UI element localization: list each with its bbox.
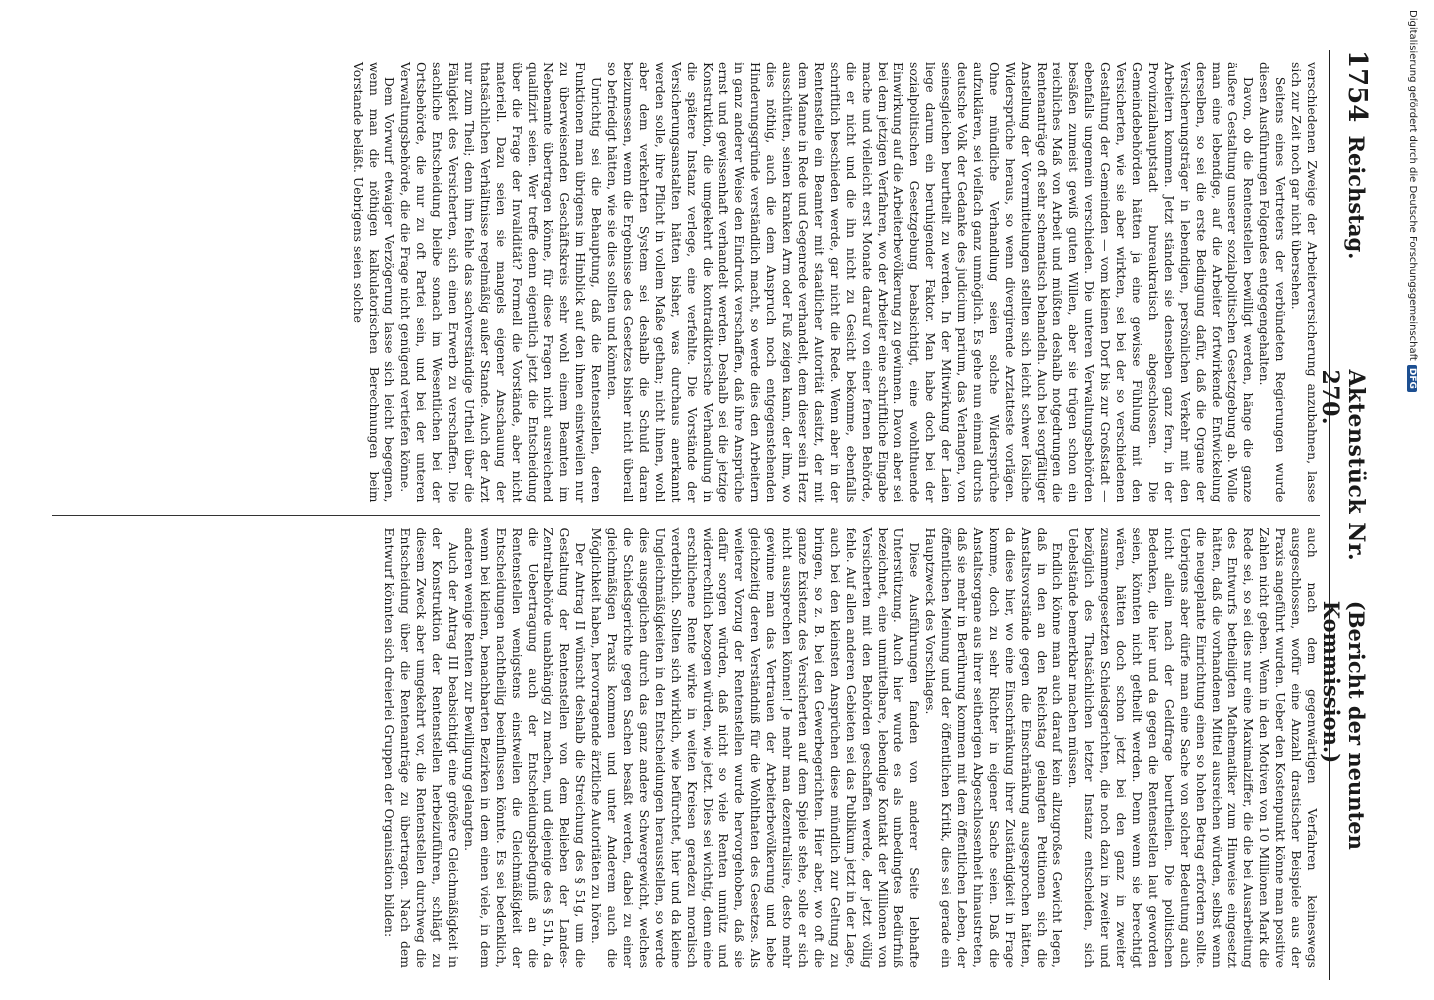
header-left-title: Reichstag.: [1344, 135, 1369, 260]
page: [52, 50, 1372, 980]
page-header: [1317, 50, 1372, 980]
paragraph: Dem Vorwurf etwaiger Verzögerung lasse sich leicht begegnen, wenn man die nöthigen kalkulatorischen Berechnungen beim Vorstande beläßt. Uebrigens seien solche: [350, 62, 398, 503]
digitization-note: [1407, 10, 1418, 392]
text-column-right: [52, 516, 1320, 981]
text-columns: [52, 50, 1320, 980]
paragraph: Davon, ob die Rentenstellen bewilligt werden, hänge die ganze äußere Gestaltung unserer sozialpolitischen Gesetzgebung ab. Wolle man eine lebendige, auf die Arbeiter fortwirkende Entwickelung derselben, so sei die erste Bedingung dafür, daß die Organe der Versicherungsträger in lebendigen, persönlichen Verkehr mit den Arbeitern kommen. Jetzt ständen sie denselben ganz fern, in der Provinzialhauptstadt bureaukratisch abgeschlossen. Die Gemeindebehörden hätten ja eine gewisse Fühlung mit den Versicherten, wie sie aber wirkten, sei bei der so verschiedenen Gestaltung der Gemeinden — vom kleinen Dorf bis zur Großstadt — ebenfalls ungemein verschieden. Die unteren Verwaltungsbehörden besäßen zumeist gewiß guten Willen, aber sie trügen schon ein reichliches Maß von Arbeit und müßten deshalb notgedrungen die Rentenanträge oft sehr schematisch behandeln. Auch bei sorgfältiger Anstellung der Vorermittelungen stellten sich leicht schwer lösliche Widersprüche heraus, so wenn divergirende Arztatteste vorlägen. Ohne mündliche Verhandlung seien solche Widersprüche aufzuklären, sei vielfach ganz unmöglich. Es gehe nun einmal durchs deutsche Volk der Gedanke des judicium parium, das Verlangen, von seinesgleichen beurtheilt zu werden. In der Mitwirkung der Laien liege darum ein beruhigender Faktor. Man habe doch bei der sozialpolitischen Gesetzgebung beabsichtigt, eine wohlthuende Einwirkung auf die Arbeiterbevölkerung zu gewinnen. Davon aber sei bei dem jetzigen Verfahren, wo der Arbeiter eine schriftliche Eingabe mache und vielleicht erst Monate darauf von einer fernen Behörde, die er nicht und die ihn nicht zu Gesicht bekomme, ebenfalls schriftlich beschieden werde, gar nicht die Rede. Wenn aber in der Rentenstelle ein Beamter mit staatlicher Autorität dasitzt, der mit dem Manne in Rede und Gegenrede verhandelt, dem dieser sein Herz ausschütten, seinen kranken Arm oder Fuß zeigen kann, der ihm, wo dies nöthig, auch die dem Anspruch noch entgegenstehenden Hinderungsgründe verständlich macht, so werde dies den Arbeitern in ganz anderer Weise den Eindruck verschaffen, daß ihre Ansprüche ernst und gewissenhaft verhandelt werden. Deshalb sei die jetzige Konstruktion, die umgekehrt die kontradiktorische Verhandlung in die spätere Instanz verlege, eine verfehlte. Die Vorstände der Versicherungsanstalten hätten bisher, was durchaus anerkannt werden solle, ihre Pflicht in vollem Maße gethan; nicht ihnen, wohl aber dem verkehrten System sei deshalb die Schuld daran beizumessen, wenn die Ergebnisse des Gesetzes bisher nicht überall so befriedigt hätten, wie sie dies sollten und könnten.: [605, 62, 1257, 503]
header-rule: [1329, 50, 1330, 980]
paragraph: Auch der Antrag III beabsichtigt eine größere Gleichmäßigkeit in der Konstruktion der Rentenstellen herbeizuführen, schlägt zu diesem Zweck aber umgekehrt vor, die Rentenstellen durchweg die Entscheidung über die Rentenanträge zu übertragen. Nach dem Entwurf könnten sich dreierlei Gruppen der Organisation bilden:: [382, 527, 462, 968]
header-center-title: Aktenstück Nr. 270.: [1317, 369, 1369, 562]
digitization-note-text: Digitalisierung gefördert durch die Deutsche Forschungsgemeinschaft: [1407, 10, 1418, 361]
page-number: 1754: [1342, 50, 1372, 123]
paragraph: auch nach dem gegenwärtigen Verfahren keineswegs ausgeschlossen, wofür eine Anzahl drastischer Beispiele aus der Praxis angeführt wurden. Ueber den Kostenpunkt könne man positive Zahlen nicht geben. Wenn in den Motiven von 10 Millionen Mark die Rede sei, so sei dies nur eine Maximalziffer, die die bei Ausarbeitung des Entwurfs betheiligten Mathematiker zum Hinweise eingesetzt hätten, daß die vorhandenen Mittel ausreichen würden, selbst wenn die neugeplante Einrichtung einen so hohen Betrag erfordern sollte. Uebrigens aber dürfe man eine Sache von solcher Bedeutung auch nicht allein nach der Geldfrage beurtheilen. Die politischen Bedenken, die hier und da gegen die Rentenstellen laut geworden seien, könnten nicht getheilt werden. Denn wenn sie berechtigt wären, hätten doch schon jetzt bei den ganz in zweiter zusammengesetzten Schiedsgerichten, die noch dazu in zweiter und bezüglich des Thatsächlichen letzter Instanz entscheiden, sich Uebelstände bemerkbar machen müssen.: [1066, 527, 1320, 968]
paragraph: verschiedenen Zweige der Arbeiterversicherung anzubahnen, lasse sich zur Zeit noch gar nicht übersehen.: [1289, 62, 1320, 503]
paragraph: Der Antrag II wünscht deshalb die Streichung des § 51g, um die Gestaltung der Rentenstellen von dem Belieben der Landes-Zentralbehörde unabhängig zu machen, und diejenige des § 51h, da die Uebertragung auch der Entscheidungsbefugniß an die Rentenstellen wenigstens einstweilen die Gleichmäßigkeit der Entscheidungen nachtheilig beeinflussen könnte. Es sei bedenklich, wenn bei kleinen, benachbarten Bezirken in dem einen viele, in dem anderen wenige Renten zur Bewilligung gelangten.: [461, 527, 589, 968]
text-column-left: [52, 50, 1320, 515]
paragraph: Endlich könne man auch darauf kein allzugroßes Gewicht legen, daß in den an den Reichstag gelangten Petitionen sich die Anstaltsvorstände gegen die Einschränkung ausgesprochen hätten, da diese hier, wo eine Einschränkung ihrer Zuständigkeit in Frage komme, doch zu sehr Richter in eigener Sache seien. Daß die Anstaltsorgane aus ihrer seitherigen Abgeschlossenheit hinaustreten, daß sie mehr in Berührung kommen mit dem öffentlichen Leben, der öffentlichen Meinung und der öffentlichen Kritik, dies sei gerade ein Hauptzweck des Vorschlages.: [923, 527, 1066, 968]
rotated-page-content: [52, 50, 1372, 980]
header-right-title: (Bericht der neunten Kommission.): [1319, 600, 1369, 850]
dfg-logo: DFG: [1408, 365, 1418, 392]
paragraph: Diese Ausführungen fanden von anderer Seite lebhafte Unterstützung. Auch hier wurde es als unbedingtes Bedürfniß bezeichnet, eine unmittelbare, lebendige Kontakt der Millionen von Versicherten mit den Behörden geschaffen werde, der jetzt völlig fehle. Auf allen anderen Gebieten sei das Publikum jetzt in der Lage, auch bei den kleinsten Ansprüchen diese mündlich zur Geltung zu bringen, so z. B. bei den Gewerbegerichten. Hier aber, wo oft die ganze Existenz des Versicherten auf dem Spiele stehe, solle er sich nicht aussprechen können! Je mehr man dezentralisire, desto mehr gewinne man das Vertrauen der Arbeiterbevölkerung und hebe gleichzeitig deren Verständniß für die Wohlthaten des Gesetzes. Als weiterer Vorzug der Rentenstellen wurde hervorgehoben, daß sie dafür sorgen würden, daß nicht so viele Renten unnütz und widerrechtlich bezogen würden, wie jetzt. Dies sei wichtig, denn eine erschlichene Rente wirke in weiten Kreisen geradezu moralisch verderblich. Sollten sich wirklich, wie befürchtet, hier und da kleine Ungleichmäßigkeiten in den Entscheidungen herausstellen, so werde dies ausgeglichen durch das ganz andere Schwergewicht, welches die Schiedsgerichte gegen Sachen besaßt werden, dabei zu einer gleichmäßigen Praxis kommen und unter Anderem auch die Möglichkeit haben, hervorragende ärztliche Autoritäten zu hören.: [589, 527, 923, 968]
paragraph: Unrichtig sei die Behauptung, daß die Rentenstellen, deren Funktionen man übrigens im Hinblick auf den ihnen einstweilen nur zu überweisenden Geschäftskreis sehr wohl einem Beamten im Nebenamte übertragen könne, für diese Fragen nicht ausreichend qualifizirt seien. Wer treffe denn eigentlich jetzt die Entscheidung über die Frage der Invalidität? Formell die Vorstände, aber nicht materiell. Dazu seien sie mangels eigener Anschauung der thatsächlichen Verhältnisse regelmäßig außer Stande. Auch der Arzt nur zum Theil; denn ihm fehle das sachverständige Urtheil über die Fähigkeit des Versicherten, sich einen Erwerb zu verschaffen. Die sachliche Entscheidung bleibe sonach im Wesentlichen bei der Ortsbehörde, die nur zu oft Partei sein, und bei der unteren Verwaltungsbehörde, die die Frage nicht genügend vertiefen könne.: [398, 62, 605, 503]
paragraph: Seitens eines Vertreters der verbündeten Regierungen wurde diesen Ausführungen Folgendes entgegengehalten.: [1257, 62, 1289, 503]
